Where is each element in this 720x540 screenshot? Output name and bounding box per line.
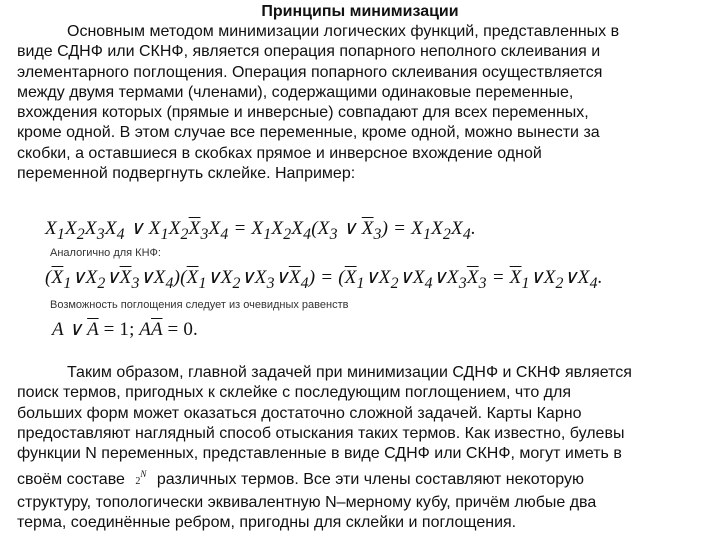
intro-line: элементарного поглощения. Операция попарного склеивания осуществляется	[17, 63, 603, 81]
conclusion-line: своём составе	[17, 471, 125, 489]
knf-note: Аналогично для КНФ:	[50, 247, 161, 259]
conclusion-line: больших форм может оказаться достаточно сложной задачей. Карты Карно	[17, 404, 582, 422]
absorption-formula: A ∨ $\overline{A} = 1$; $A\overline{A} = 0$.	[52, 319, 198, 340]
knf-gluing-formula: $(\overline{X}_1\vee X_2\vee\overline{X}_3\vee X_4)(\overline{X}_1\vee X_2\vee X_3\vee\overline{X}_4)$ = ($\overline{X}_1\vee X_2\vee X_4\vee X_3\overline{X}_3$ = $\overline{X}_1\vee X_2\vee X_4$.	[45, 267, 603, 292]
intro-line: между двумя термами (членами), содержащими одинаковые переменные,	[17, 83, 574, 101]
power-exponent: N	[140, 469, 147, 480]
power-base: 2	[135, 476, 141, 488]
conclusion-line: терма, соединённые ребром, пригодны для склейки и поглощения.	[17, 514, 517, 532]
intro-line: скобки, а оставшиеся в скобках прямое и инверсное вхождение одной	[17, 144, 542, 162]
intro-line: Основным методом минимизации логических функций, представленных в	[67, 23, 620, 40]
intro-paragraph	[17, 22, 707, 184]
page-title: Принципы минимизации	[261, 3, 459, 20]
intro-line: переменной подвергнуть склейке. Например:	[17, 165, 356, 183]
intro-line: кроме одной. В этом случае все переменные, кроме одной, можно вынести за	[17, 124, 600, 142]
conclusion-line: структуру, топологически эквивалентную N–мерному кубу, причём любые два	[17, 493, 597, 511]
conclusion-line: поиск термов, пригодных к склейке с последующим поглощением, что для	[17, 384, 571, 402]
power-expression	[135, 469, 147, 488]
absorption-note: Возможность поглощения следует из очевидных равенств	[50, 299, 349, 311]
conclusion-line: функции N переменных, представленные в виде СДНФ или СКНФ, могут иметь в	[17, 445, 622, 463]
conclusion-line: предоставляют наглядный способ отыскания таких термов. Как известно, булевы	[17, 424, 625, 442]
dnf-gluing-formula: $X_1X_2X_3X_4$ ∨ $X_1X_2\overline{X}_3X_4 = X_1X_2X_4(X_3$ ∨ $\overline{X}_3) = X_1X_2X_4$.	[45, 218, 476, 243]
intro-line: вхождения которых (прямые и инверсные) совпадают для всех переменных,	[17, 104, 589, 122]
conclusion-paragraph	[17, 363, 707, 533]
intro-line: виде СДНФ или СКНФ, является операция попарного неполного склеивания и	[17, 43, 601, 61]
conclusion-line: Таким образом, главной задачей при минимизации СДНФ и СКНФ является	[67, 364, 632, 381]
conclusion-line: различных термов. Все эти члены составляют некоторую	[156, 471, 585, 489]
